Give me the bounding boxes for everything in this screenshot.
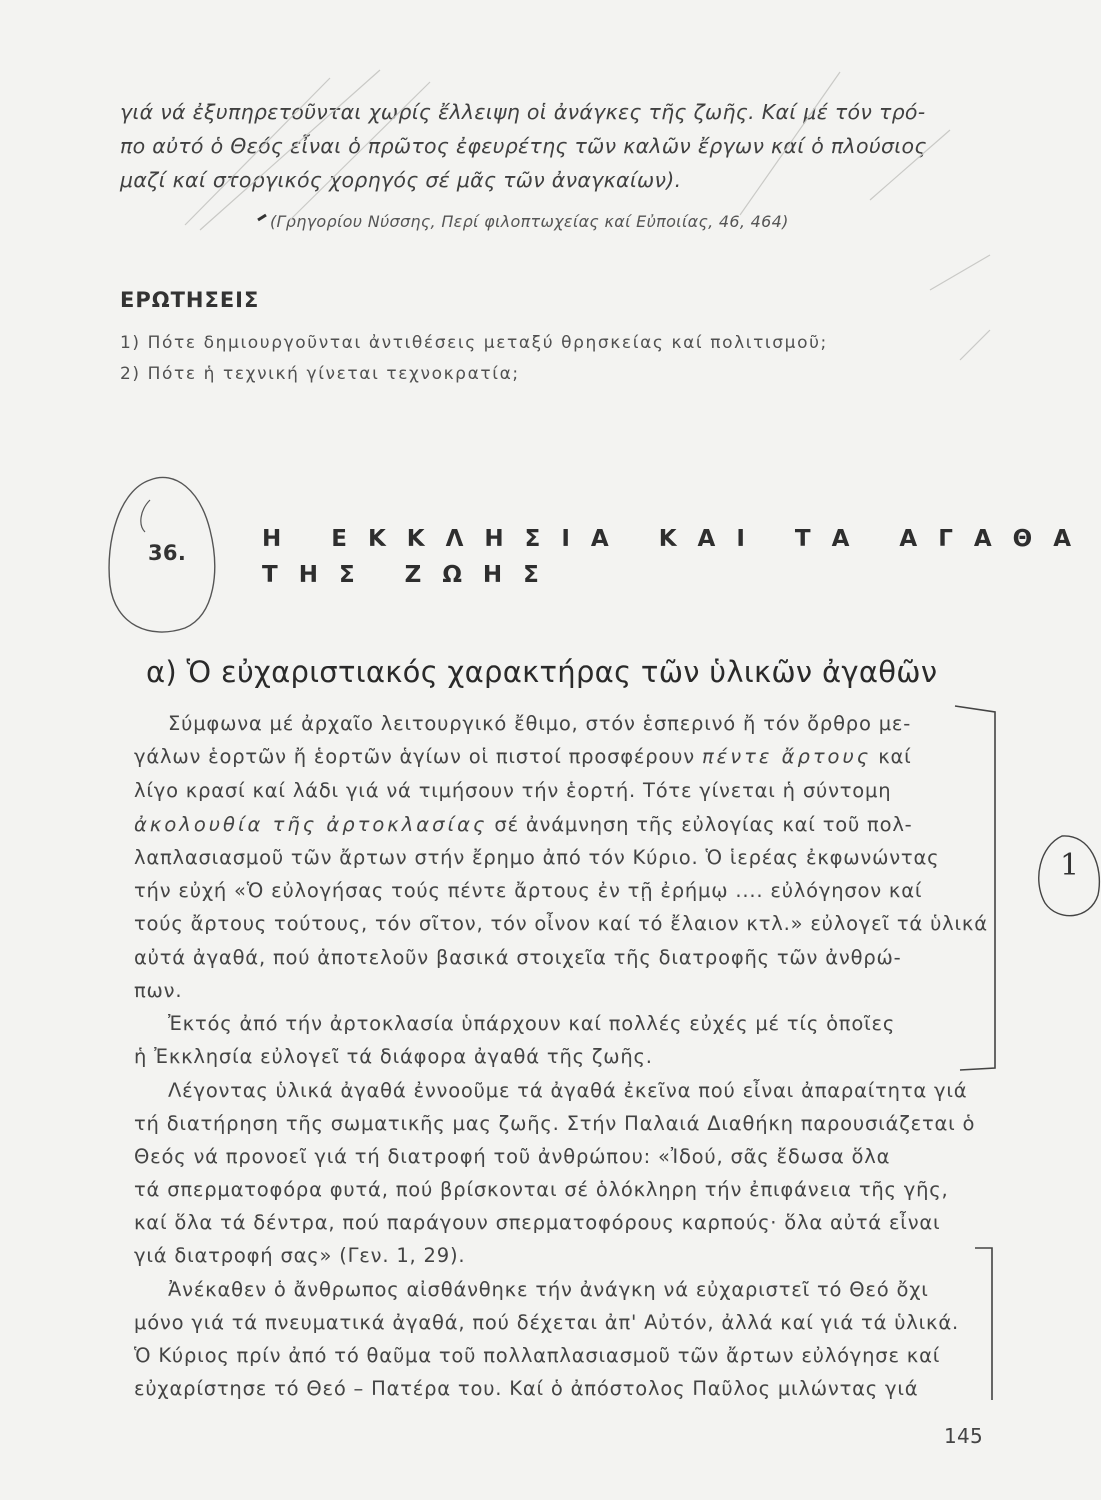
body-line: τήν εὐχή «Ὁ εὐλογήσας τούς πέντε ἄρτους ἐν τῇ ἐρήμῳ .... εὐλόγησον καί (134, 879, 923, 902)
emphasis-text: πέντε ἄρτους (701, 745, 872, 768)
body-line: γιά διατροφή σας» (Γεν. 1, 29). (134, 1244, 466, 1267)
citation: (Γρηγορίου Νύσσης, Περί φιλοπτωχείας καί Εὐποιίας, 46, 464) (270, 212, 789, 231)
body-text: καί (871, 745, 912, 768)
chapter-title-line-2: ΤΗΣ ΖΩΗΣ (262, 562, 560, 588)
body-line: ἡ Ἐκκλησία εὐλογεῖ τά διάφορα ἀγαθά τῆς ζωῆς. (134, 1045, 653, 1068)
questions-heading: ΕΡΩΤΗΣΕΙΣ (120, 288, 260, 312)
body-line: Θεός νά προνοεῖ γιά τή διατροφή τοῦ ἀνθρώπου: «Ἰδού, σᾶς ἔδωσα ὅλα (134, 1145, 891, 1168)
body-text: σέ ἀνάμνηση τῆς εὐλογίας καί τοῦ πολ- (487, 813, 913, 836)
intro-line-3: μαζί καί στοργικός χορηγός σέ μᾶς τῶν ἀναγκαίων). (120, 168, 682, 192)
body-line: πων. (134, 979, 183, 1002)
paragraph-bracket-2 (975, 1248, 992, 1400)
margin-note-number: 1 (1060, 848, 1080, 883)
section-subtitle: α) Ὁ εὐχαριστιακός χαρακτήρας τῶν ὑλικῶν ἀγαθῶν (146, 655, 938, 689)
show-through-lines (185, 70, 990, 360)
body-line: τή διατήρηση τῆς σωματικῆς μας ζωῆς. Στήν Παλαιά Διαθήκη παρουσιάζεται ὁ (134, 1112, 976, 1135)
paragraph-bracket (955, 706, 995, 1070)
intro-line-1: γιά νά ἐξυπηρετοῦνται χωρίς ἔλλειψη οἱ ἀνάγκες τῆς ζωῆς. Καί μέ τόν τρό- (120, 100, 926, 124)
body-line: λαπλασιασμοῦ τῶν ἄρτων στήν ἔρημο ἀπό τόν Κύριο. Ὁ ἱερέας ἐκφωνώντας (134, 846, 940, 869)
body-line: Ἀνέκαθεν ὁ ἄνθρωπος αἰσθάνθηκε τήν ἀνάγκη νά εὐχαριστεῖ τό Θεό ὄχι (168, 1278, 929, 1301)
chapter-number: 36. (148, 541, 187, 565)
body-line: λίγο κρασί καί λάδι γιά νά τιμήσουν τήν ἑορτή. Τότε γίνεται ἡ σύντομη (134, 779, 892, 802)
body-line: καί ὅλα τά δέντρα, πού παράγουν σπερματοφόρους καρπούς· ὅλα αὐτά εἶναι (134, 1211, 941, 1234)
chapter-title-line-1: Η ΕΚΚΛΗΣΙΑ ΚΑΙ ΤΑ ΑΓΑΘΑ (262, 526, 1093, 552)
intro-line-2: πο αὐτό ὁ Θεός εἶναι ὁ πρῶτος ἐφευρέτης τῶν καλῶν ἔργων καί ὁ πλούσιος (120, 134, 927, 158)
margin-note-circle (1039, 836, 1100, 916)
question-2: 2) Πότε ἡ τεχνική γίνεται τεχνοκρατία; (120, 364, 520, 384)
page-number: 145 (944, 1424, 984, 1448)
body-line: τά σπερματοφόρα φυτά, πού βρίσκονται σέ ὁλόκληρη τήν ἐπιφάνεια τῆς γῆς, (134, 1178, 949, 1201)
body-line: Λέγοντας ὑλικά ἀγαθά ἐννοοῦμε τά ἀγαθά ἐκεῖνα πού εἶναι ἀπαραίτητα γιά (168, 1079, 968, 1102)
body-text: γάλων ἑορτῶν ἤ ἑορτῶν ἁγίων οἱ πιστοί προσφέρουν (134, 745, 702, 768)
citation-tick (258, 215, 266, 220)
body-line: εὐχαρίστησε τό Θεό – Πατέρα του. Καί ὁ ἀπόστολος Παῦλος μιλώντας γιά (134, 1377, 919, 1400)
body-line: Ἐκτός ἀπό τήν ἀρτοκλασία ὑπάρχουν καί πολλές εὐχές μέ τίς ὁποῖες (168, 1012, 896, 1035)
body-line: μόνο γιά τά πνευματικά ἀγαθά, πού δέχεται ἀπ' Αὐτόν, ἀλλά καί γιά τά ὑλικά. (134, 1311, 960, 1334)
body-line: Σύμφωνα μέ ἀρχαῖο λειτουργικό ἔθιμο, στόν ἑσπερινό ἤ τόν ὄρθρο με- (168, 712, 912, 735)
emphasis-text: ἀκολουθία τῆς ἀρτοκλασίας (134, 813, 488, 836)
question-1: 1) Πότε δημιουργοῦνται ἀντιθέσεις μεταξύ θρησκείας καί πολιτισμοῦ; (120, 333, 828, 353)
body-line: Ὁ Κύριος πρίν ἀπό τό θαῦμα τοῦ πολλαπλασιασμοῦ τῶν ἄρτων εὐλόγησε καί (134, 1344, 941, 1367)
body-line: τούς ἄρτους τούτους, τόν σῖτον, τόν οἶνον καί τό ἔλαιον κτλ.» εὐλογεῖ τά ὑλικά (134, 912, 988, 935)
circle-tick (141, 500, 150, 532)
chapter-number-circle (109, 477, 215, 632)
body-line: αὐτά ἀγαθά, πού ἀποτελοῦν βασικά στοιχεῖα τῆς διατροφῆς τῶν ἀνθρώ- (134, 946, 902, 969)
